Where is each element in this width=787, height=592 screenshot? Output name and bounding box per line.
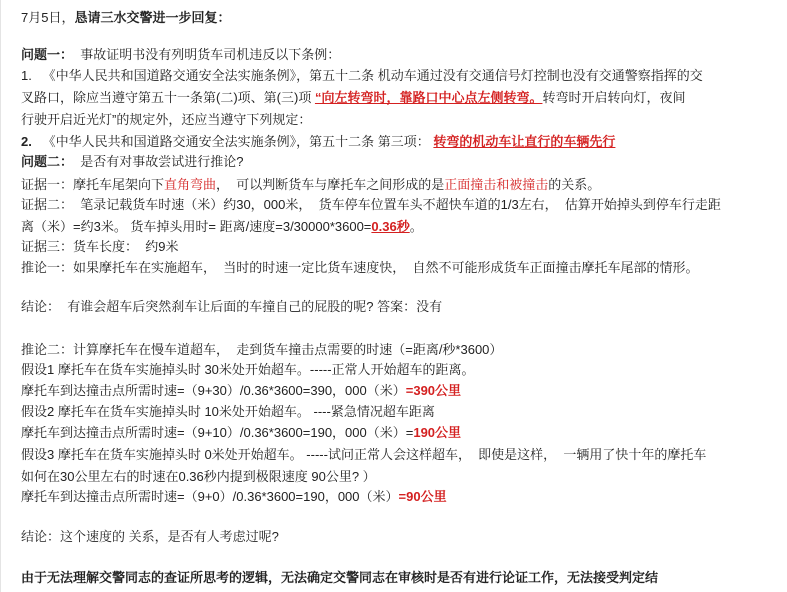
highlighted-text: 由于无法理解交警同志的查证所思考的逻辑，无法确定交警同志在审核时是否有进行论证工作，无法接受判定结: [21, 570, 659, 585]
highlighted-text: 转弯的机动车让直行的车辆先行: [433, 134, 616, 149]
text-segment: 假设3 摩托车在货车实施掉头时 0米处开始超车。 -----试问正常人会这样超车， 即使是这样， 一辆用了快十年的摩托车: [21, 447, 707, 462]
text-segment: 1. 《中华人民共和国道路交通安全法实施条例》，第五十二条 机动车通过没有交通信号灯控制也没有交通警察指挥的交: [21, 68, 703, 83]
text-segment: 假设1 摩托车在货车实施掉头时 30米处开始超车。-----正常人开始超车的距离。: [21, 362, 475, 377]
text-line: [21, 175, 600, 195]
text-line: [21, 487, 447, 507]
text-line: [21, 152, 243, 172]
text-segment: 离（米）=约3米。 货车掉头用时= 距离/速度=3/30000*3600=: [21, 219, 372, 234]
text-line: [21, 402, 435, 422]
text-line: [21, 66, 703, 86]
text-line: [21, 568, 658, 588]
highlighted-text: 问题二：: [21, 154, 74, 169]
text-line: [21, 8, 230, 28]
highlighted-text: 2.: [21, 134, 32, 149]
highlighted-text: 正面撞击和被撞击: [444, 177, 549, 192]
text-segment: 证据一：摩托车尾架向下: [21, 177, 165, 192]
text-segment: ， 可以判断货车与摩托车之间形成的是: [216, 177, 445, 192]
text-line: [21, 88, 685, 108]
text-segment: 摩托车到达撞击点所需时速=（9+0）/0.36*3600=190，000（米）: [21, 489, 399, 504]
text-segment: 转弯时开启转向灯，夜间: [542, 90, 686, 105]
highlighted-text: “向左转弯时，靠路口中心点左侧转弯。: [314, 90, 543, 105]
text-segment: 的关系。: [548, 177, 601, 192]
text-segment: 。: [409, 219, 423, 234]
text-segment: 《中华人民共和国道路交通安全法实施条例》，第五十二条 第三项：: [31, 134, 434, 149]
text-line: [21, 527, 279, 547]
text-line: [21, 445, 706, 465]
text-line: [21, 45, 340, 65]
text-line: [21, 217, 423, 237]
highlighted-text: =90公里: [398, 489, 447, 504]
text-segment: 事故证明书没有列明货车司机违反以下条例：: [73, 47, 341, 62]
text-line: [21, 258, 698, 278]
text-line: [21, 467, 376, 487]
text-segment: 叉路口，除应当遵守第五十一条第(二)项、第(三)项: [21, 90, 315, 105]
text-segment: 7月5日，: [21, 10, 75, 25]
text-segment: 结论： 有谁会超车后突然刹车让后面的车撞自己的屁股的呢? 答案：没有: [21, 299, 443, 314]
text-segment: 推论一：如果摩托车在实施超车， 当时的时速一定比货车速度快， 自然不可能形成货车正面撞击摩托车尾部的情形。: [21, 260, 699, 275]
text-segment: 结论：这个速度的 关系，是否有人考虑过呢?: [21, 529, 279, 544]
text-line: [21, 132, 615, 152]
highlighted-text: 190公里: [413, 425, 462, 440]
text-segment: 证据二： 笔录记载货车时速（米）约30，000米， 货车停车位置车头不超快车道的1/3左右， 估算开始掉头到停车行走距: [21, 197, 721, 212]
text-segment: 是否有对事故尝试进行推论?: [73, 154, 244, 169]
text-line: [21, 340, 502, 360]
highlighted-text: 问题一：: [21, 47, 74, 62]
highlighted-text: 直角弯曲: [164, 177, 217, 192]
text-line: [21, 381, 461, 401]
text-segment: 行驶开启近光灯”的规定外，还应当遵守下列规定：: [21, 112, 312, 127]
text-segment: 摩托车到达撞击点所需时速=（9+10）/0.36*3600=190，000（米）=: [21, 425, 414, 440]
text-line: [21, 195, 721, 215]
highlighted-text: 0.36秒: [371, 219, 410, 234]
text-line: [21, 297, 442, 317]
text-line: [21, 423, 461, 443]
text-line: [21, 360, 475, 380]
text-segment: 证据三：货车长度： 约9米: [21, 239, 179, 254]
highlighted-text: =390公里: [405, 383, 462, 398]
text-segment: 推论二：计算摩托车在慢车道超车， 走到货车撞击点需要的时速（=距离/秒*3600）: [21, 342, 503, 357]
text-line: [21, 110, 311, 130]
highlighted-text: 恳请三水交警进一步回复：: [74, 10, 231, 25]
text-line: [21, 237, 178, 257]
text-segment: 假设2 摩托车在货车实施掉头时 10米处开始超车。 ----紧急情况超车距离: [21, 404, 435, 419]
text-segment: 摩托车到达撞击点所需时速=（9+30）/0.36*3600=390，000（米）: [21, 383, 406, 398]
text-segment: 如何在30公里左右的时速在0.36秒内提到极限速度 90公里? ）: [21, 469, 376, 484]
